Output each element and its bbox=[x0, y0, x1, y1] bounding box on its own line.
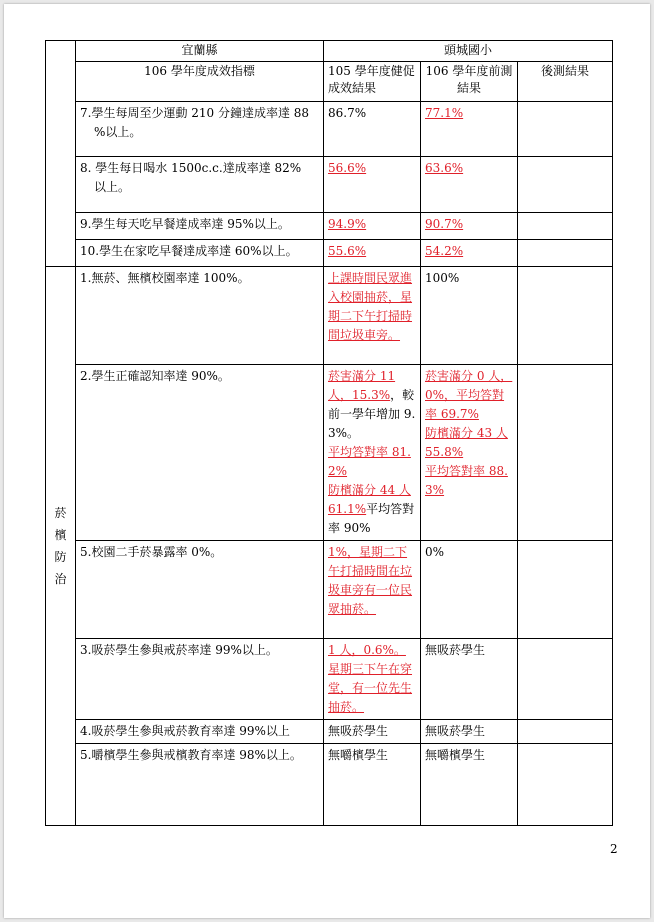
result-105-value: 55.6% bbox=[328, 244, 367, 258]
post-test-cell bbox=[518, 639, 613, 720]
indicator-cell: 2.學生正確認知率達 90%。 bbox=[76, 365, 324, 541]
result-105-note: 1%，星期二下午打掃時間在垃圾車旁有一位民眾抽菸。 bbox=[328, 545, 413, 616]
result-105-cell bbox=[324, 213, 421, 240]
result-105-note-black: 平均答對率 90% bbox=[328, 502, 415, 535]
post-test-cell bbox=[518, 267, 613, 365]
result-106-cell: 0% bbox=[421, 541, 518, 639]
post-test-cell bbox=[518, 157, 613, 213]
table-row bbox=[46, 240, 613, 267]
post-test-cell bbox=[518, 541, 613, 639]
result-106-note: 防檳滿分 43 人 55.8% bbox=[425, 426, 508, 459]
result-105-note: 平均答對率 81.2% bbox=[328, 445, 411, 478]
result-106-value: 54.2% bbox=[425, 244, 464, 258]
indicator-text: 7.學生每周至少運動 210 分鐘達成率達 88 bbox=[80, 106, 310, 120]
result-105-note-black: ，較前一學年增加 9.3%。 bbox=[328, 388, 416, 440]
result-105-value: 56.6% bbox=[328, 161, 367, 175]
post-test-cell bbox=[518, 744, 613, 826]
indicator-text-cont: %以上。 bbox=[94, 125, 142, 139]
indicator-cell bbox=[76, 102, 324, 157]
result-106-cell: 無吸菸學生 bbox=[421, 720, 518, 744]
result-105-cell bbox=[324, 541, 421, 639]
result-106-cell bbox=[421, 213, 518, 240]
table-row bbox=[46, 744, 613, 826]
result-105-cell bbox=[324, 157, 421, 213]
result-106-value: 90.7% bbox=[425, 217, 464, 231]
county-header: 宜蘭縣 bbox=[76, 41, 324, 62]
result-106-cell: 無吸菸學生 bbox=[421, 639, 518, 720]
indicator-table bbox=[45, 40, 613, 826]
result-105-note: 1 人，0.6%。 bbox=[328, 643, 406, 657]
result-105-cell bbox=[324, 240, 421, 267]
result-105-cell bbox=[324, 365, 421, 541]
table-row bbox=[46, 365, 613, 541]
indicator-cell: 1.無菸、無檳校園率達 100%。 bbox=[76, 267, 324, 365]
post-test-cell bbox=[518, 213, 613, 240]
indicator-cell bbox=[76, 157, 324, 213]
table-row bbox=[46, 102, 613, 157]
result-105-column-header: 105 學年度健促成效結果 bbox=[324, 62, 421, 102]
indicator-cell: 9.學生每天吃早餐達成率達 95%以上。 bbox=[76, 213, 324, 240]
post-test-cell bbox=[518, 240, 613, 267]
document-page bbox=[4, 4, 650, 918]
indicator-column-header: 106 學年度成效指標 bbox=[76, 62, 324, 102]
result-105-note: 菸害滿分 11 人，15.3% bbox=[328, 369, 396, 402]
result-106-cell: 無嚼檳學生 bbox=[421, 744, 518, 826]
indicator-cell: 5.校園二手菸暴露率 0%。 bbox=[76, 541, 324, 639]
indicator-text: 8. 學生每日喝水 1500c.c.達成率達 82% bbox=[80, 161, 302, 175]
result-106-note: 菸害滿分 0 人，0%，平均答對率 69.7% bbox=[425, 369, 513, 421]
table-row bbox=[46, 720, 613, 744]
post-test-column-header: 後測結果 bbox=[518, 62, 613, 102]
post-test-cell bbox=[518, 365, 613, 541]
table-row bbox=[46, 157, 613, 213]
section-label-empty bbox=[46, 41, 76, 267]
result-105-note: 上課時間民眾進入校園抽菸，星期二下午打掃時間垃圾車旁。 bbox=[328, 271, 413, 342]
section-label-tobacco-betel: 菸 檳 防 治 bbox=[46, 267, 76, 826]
indicator-cell: 3.吸菸學生參與戒菸率達 99%以上。 bbox=[76, 639, 324, 720]
table-row bbox=[46, 213, 613, 240]
indicator-cell: 5.嚼檳學生參與戒檳教育率達 98%以上。 bbox=[76, 744, 324, 826]
result-106-cell: 100% bbox=[421, 267, 518, 365]
result-105-cell: 無吸菸學生 bbox=[324, 720, 421, 744]
result-105-note: 星期三下午在穿堂，有一位先生抽菸。 bbox=[328, 662, 413, 714]
post-test-cell bbox=[518, 102, 613, 157]
result-105-cell: 86.7% bbox=[324, 102, 421, 157]
school-header: 頭城國小 bbox=[324, 41, 613, 62]
result-106-cell bbox=[421, 102, 518, 157]
table-row bbox=[46, 541, 613, 639]
result-106-cell bbox=[421, 240, 518, 267]
result-105-cell bbox=[324, 267, 421, 365]
post-test-cell bbox=[518, 720, 613, 744]
result-106-value: 77.1% bbox=[425, 106, 464, 120]
result-105-value: 94.9% bbox=[328, 217, 367, 231]
page-number: 2 bbox=[610, 842, 618, 856]
result-105-cell bbox=[324, 639, 421, 720]
indicator-text-cont: 以上。 bbox=[94, 180, 131, 194]
indicator-cell: 10.學生在家吃早餐達成率達 60%以上。 bbox=[76, 240, 324, 267]
result-105-note: 防檳滿分 44 人 61.1% bbox=[328, 483, 411, 516]
result-106-column-header: 106 學年度前測結果 bbox=[421, 62, 518, 102]
table-row bbox=[46, 267, 613, 365]
result-106-cell bbox=[421, 157, 518, 213]
result-106-value: 63.6% bbox=[425, 161, 464, 175]
indicator-cell: 4.吸菸學生參與戒菸教育率達 99%以上 bbox=[76, 720, 324, 744]
table-row bbox=[46, 639, 613, 720]
result-106-note: 平均答對率 88.3% bbox=[425, 464, 508, 497]
result-106-cell bbox=[421, 365, 518, 541]
result-105-cell: 無嚼檳學生 bbox=[324, 744, 421, 826]
